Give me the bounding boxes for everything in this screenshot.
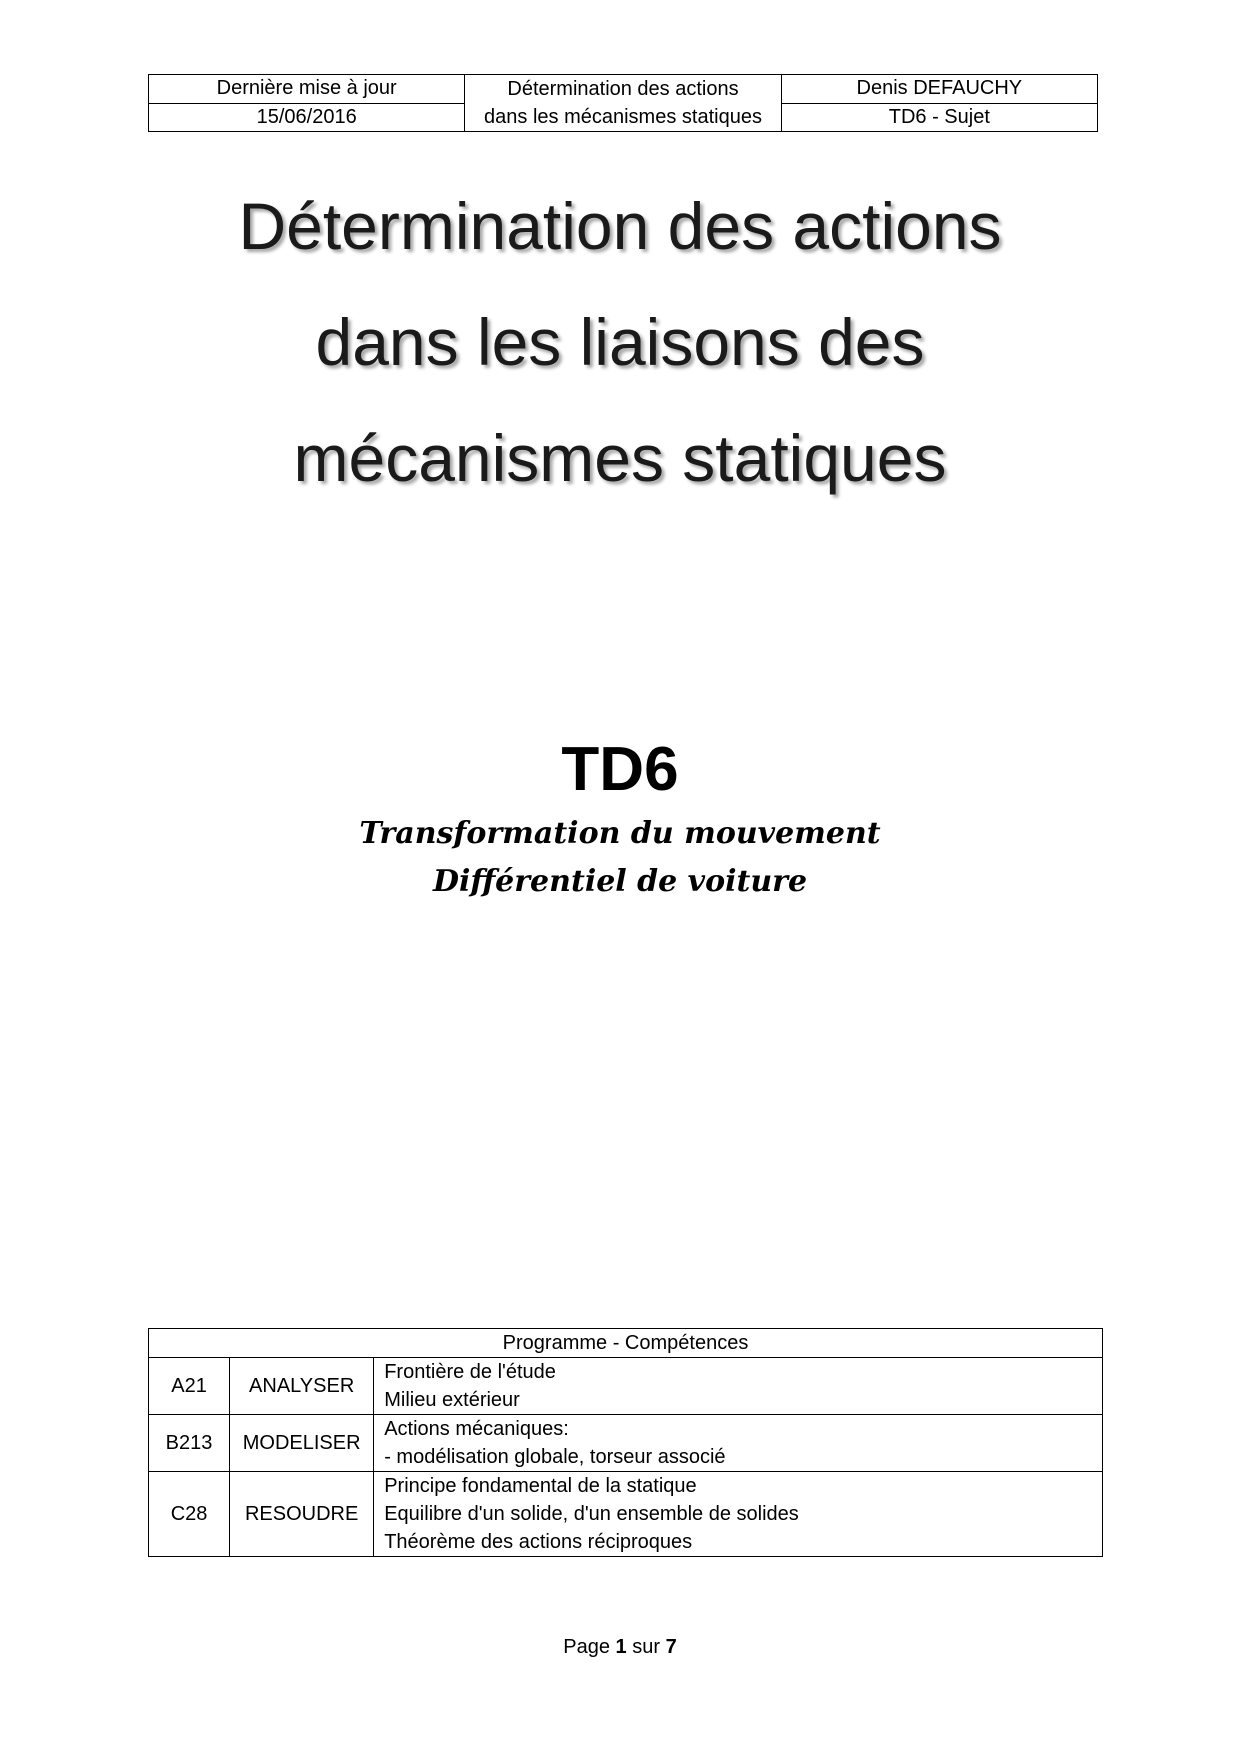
- competence-verb: MODELISER: [230, 1415, 374, 1472]
- competence-description: [374, 1415, 1103, 1472]
- competence-verb: RESOUDRE: [230, 1472, 374, 1557]
- program-competences-table: [148, 1328, 1103, 1557]
- competence-verb: ANALYSER: [230, 1358, 374, 1415]
- author-name: Denis DEFAUCHY: [781, 75, 1097, 104]
- document-short-title-line1: Détermination des actions: [507, 78, 739, 100]
- competence-description: [374, 1472, 1103, 1557]
- main-title-line2: dans les liaisons des: [315, 305, 925, 379]
- competence-description: [374, 1358, 1103, 1415]
- competence-code: B213: [149, 1415, 230, 1472]
- page-current-number: 1: [615, 1636, 627, 1658]
- description-line: Frontière de l'étude: [384, 1361, 556, 1383]
- document-short-title: [465, 75, 781, 132]
- page-total-number: 7: [665, 1636, 677, 1658]
- description-line: Milieu extérieur: [384, 1389, 520, 1411]
- description-line: - modélisation globale, torseur associé: [384, 1446, 726, 1468]
- competence-code: A21: [149, 1358, 230, 1415]
- description-line: Actions mécaniques:: [384, 1418, 569, 1440]
- document-header-table: [148, 74, 1098, 132]
- last-update-date: 15/06/2016: [149, 103, 465, 132]
- description-line: Principe fondamental de la statique: [384, 1475, 697, 1497]
- table-row: [149, 1415, 1103, 1472]
- last-update-label: Dernière mise à jour: [149, 75, 465, 104]
- main-title: [0, 168, 1240, 516]
- td-subtitle-2: Différentiel de voiture: [432, 864, 808, 899]
- program-table-heading: Programme - Compétences: [149, 1329, 1103, 1358]
- td-subtitle-1: Transformation du mouvement: [359, 816, 881, 851]
- of-word: sur: [632, 1636, 661, 1658]
- page-footer: [0, 1636, 1240, 1659]
- description-line: Equilibre d'un solide, d'un ensemble de solides: [384, 1503, 799, 1525]
- table-row: [149, 1358, 1103, 1415]
- td-label: TD6: [561, 735, 679, 804]
- table-row: [149, 1472, 1103, 1557]
- description-line: Théorème des actions réciproques: [384, 1531, 693, 1553]
- main-title-line3: mécanismes statiques: [293, 421, 947, 495]
- document-short-title-line2: dans les mécanismes statiques: [484, 106, 762, 128]
- td-subtitles: [0, 810, 1240, 906]
- page-word: Page: [563, 1636, 610, 1658]
- document-reference: TD6 - Sujet: [781, 103, 1097, 132]
- competence-code: C28: [149, 1472, 230, 1557]
- main-title-line1: Détermination des actions: [238, 189, 1002, 263]
